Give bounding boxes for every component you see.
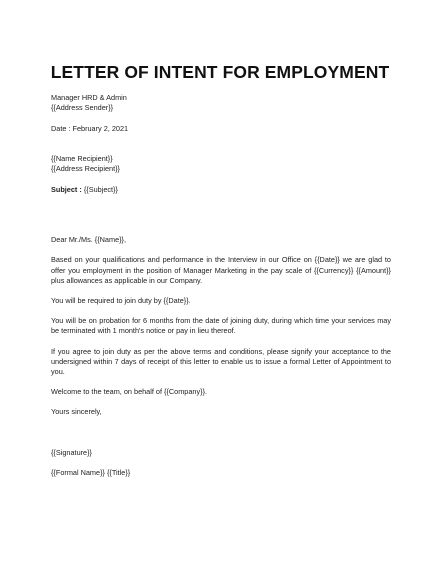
subject-line [51,185,391,195]
body-paragraph-probation: You will be on probation for 6 months from the date of joining duty, during which time your services may be terminated with 1 month's notice or pay in lieu thereof. [51,316,391,336]
sender-name: Manager HRD & Admin [51,93,127,102]
recipient-name: {{Name Recipient}} [51,154,113,164]
letter-title: LETTER OF INTENT FOR EMPLOYMENT [50,62,390,82]
salutation: Dear Mr./Ms. {{Name}}, [51,235,127,245]
closing: Yours sincerely, [51,407,102,417]
subject-label: Subject : [51,185,82,195]
sender-block [51,93,391,113]
letter-date: Date : February 2, 2021 [51,123,129,133]
body-paragraph-welcome: Welcome to the team, on behalf of {{Company}}. [51,387,208,397]
body-paragraph-offer: Based on your qualifications and performance in the Interview in our Office on {{Date}} we are glad to offer you employment in the position of Manager Marketing in the pay scale of {{Currency}} {{Amount}} plus allowances as applicable in our Company. [51,255,391,285]
signer-name-title: {{Formal Name}} {{Title}} [51,467,131,477]
recipient-block [51,154,391,174]
signature: {{Signature}} [51,447,92,457]
body-paragraph-acceptance: If you agree to join duty as per the above terms and conditions, please signify your acceptance to the undersigned within 7 days of receipt of this letter to enable us to issue a formal Letter of Appointment to you. [51,346,391,377]
recipient-address: {{Address Recipient}} [51,164,120,174]
subject-value: {{Subject}} [81,185,118,195]
body-paragraph-join-date: You will be required to join duty by {{Date}}. [51,296,191,306]
letter-body [51,93,391,478]
sender-address: {{Address Sender}} [51,103,114,113]
